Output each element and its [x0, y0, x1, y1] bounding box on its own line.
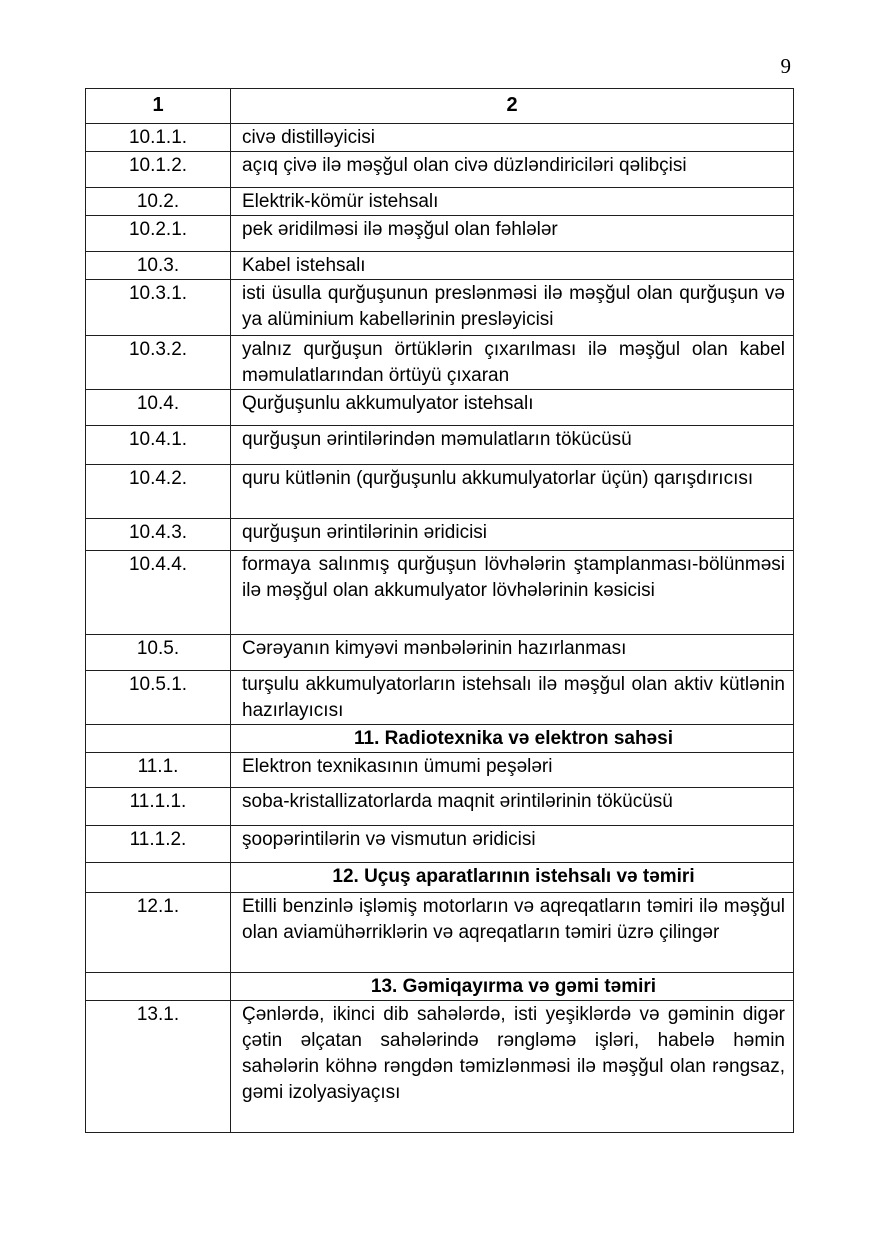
row-code-cell: 10.2. — [86, 188, 231, 216]
row-code-cell: 10.5. — [86, 635, 231, 671]
row-code-cell — [86, 863, 231, 893]
row-code-cell: 10.4. — [86, 390, 231, 426]
row-desc-cell: Çənlərdə, ikinci dib sahələrdə, isti yeşiklərdə və gəminin digər çətin əlçatan sahələrində rəngləmə işləri, habelə həmin sahələrin köhnə rəngdən təmizlənməsi ilə məşğul olan rəngsaz, gəmi izolyasiyaçısı — [231, 1001, 794, 1133]
table-row — [86, 465, 794, 519]
table-row — [86, 671, 794, 725]
row-desc-cell: quru kütlənin (qurğuşunlu akkumulyatorlar üçün) qarışdırıcısı — [231, 465, 794, 519]
table-header-row — [86, 89, 794, 124]
table-row — [86, 635, 794, 671]
row-code-cell: 10.1.2. — [86, 152, 231, 188]
table-row — [86, 152, 794, 188]
table-row — [86, 1001, 794, 1133]
section-title: 13. Gəmiqayırma və gəmi təmiri — [231, 973, 794, 1001]
row-code-cell: 11.1.1. — [86, 788, 231, 826]
occupations-table — [85, 88, 794, 1133]
table-row — [86, 280, 794, 336]
row-desc-cell: Qurğuşunlu akkumulyator istehsalı — [231, 390, 794, 426]
row-code-cell: 13.1. — [86, 1001, 231, 1133]
table-row — [86, 336, 794, 390]
section-title: 11. Radiotexnika və elektron sahəsi — [231, 725, 794, 753]
row-code-cell — [86, 725, 231, 753]
row-code-cell: 10.1.1. — [86, 124, 231, 152]
row-desc-cell: Etilli benzinlə işləmiş motorların və aqreqatların təmiri ilə məşğul olan aviamühərriklərin və aqreqatların təmiri üzrə çilingər — [231, 893, 794, 973]
table-row — [86, 788, 794, 826]
row-desc-cell: isti üsulla qurğuşunun preslənməsi ilə məşğul olan qurğuşun və ya alüminium kabellərinin presləyicisi — [231, 280, 794, 336]
table-row — [86, 551, 794, 635]
row-code-cell: 11.1.2. — [86, 826, 231, 863]
row-desc-cell: qurğuşun ərintilərinin əridicisi — [231, 519, 794, 551]
section-header-row — [86, 725, 794, 753]
row-code-cell: 10.3.2. — [86, 336, 231, 390]
row-code-cell: 10.3.1. — [86, 280, 231, 336]
row-desc-cell: Elektrik-kömür istehsalı — [231, 188, 794, 216]
row-desc-cell: açıq çivə ilə məşğul olan civə düzləndiriciləri qəlibçisi — [231, 152, 794, 188]
row-code-cell: 10.4.4. — [86, 551, 231, 635]
row-code-cell: 10.4.2. — [86, 465, 231, 519]
section-header-row — [86, 863, 794, 893]
table-row — [86, 390, 794, 426]
table-row — [86, 519, 794, 551]
table-row — [86, 426, 794, 465]
table-row — [86, 893, 794, 973]
section-title: 12. Uçuş aparatlarının istehsalı və təmiri — [231, 863, 794, 893]
table-row — [86, 252, 794, 280]
table-row — [86, 826, 794, 863]
page-number: 9 — [780, 54, 791, 78]
row-code-cell: 11.1. — [86, 753, 231, 788]
table-row — [86, 124, 794, 152]
row-code-cell: 12.1. — [86, 893, 231, 973]
header-cell-col2: 2 — [231, 89, 794, 124]
header-cell-col1: 1 — [86, 89, 231, 124]
row-code-cell: 10.3. — [86, 252, 231, 280]
row-desc-cell: civə distilləyicisi — [231, 124, 794, 152]
table-row — [86, 753, 794, 788]
section-header-row — [86, 973, 794, 1001]
row-desc-cell: Kabel istehsalı — [231, 252, 794, 280]
row-code-cell: 10.4.3. — [86, 519, 231, 551]
row-desc-cell: qurğuşun ərintilərindən məmulatların tökücüsü — [231, 426, 794, 465]
row-desc-cell: Elektron texnikasının ümumi peşələri — [231, 753, 794, 788]
table-row — [86, 188, 794, 216]
row-code-cell: 10.2.1. — [86, 216, 231, 252]
row-desc-cell: yalnız qurğuşun örtüklərin çıxarılması ilə məşğul olan kabel məmulatlarından örtüyü çıxaran — [231, 336, 794, 390]
row-code-cell — [86, 973, 231, 1001]
row-code-cell: 10.4.1. — [86, 426, 231, 465]
row-desc-cell: pek əridilməsi ilə məşğul olan fəhlələr — [231, 216, 794, 252]
row-desc-cell: turşulu akkumulyatorların istehsalı ilə məşğul olan aktiv kütlənin hazırlayıcısı — [231, 671, 794, 725]
row-desc-cell: soba-kristallizatorlarda maqnit ərintilərinin tökücüsü — [231, 788, 794, 826]
row-desc-cell: formaya salınmış qurğuşun lövhələrin ştamplanması-bölünməsi ilə məşğul olan akkumulyator lövhələrinin kəsicisi — [231, 551, 794, 635]
row-desc-cell: şoopərintilərin və vismutun əridicisi — [231, 826, 794, 863]
table-row — [86, 216, 794, 252]
row-desc-cell: Cərəyanın kimyəvi mənbələrinin hazırlanması — [231, 635, 794, 671]
row-code-cell: 10.5.1. — [86, 671, 231, 725]
